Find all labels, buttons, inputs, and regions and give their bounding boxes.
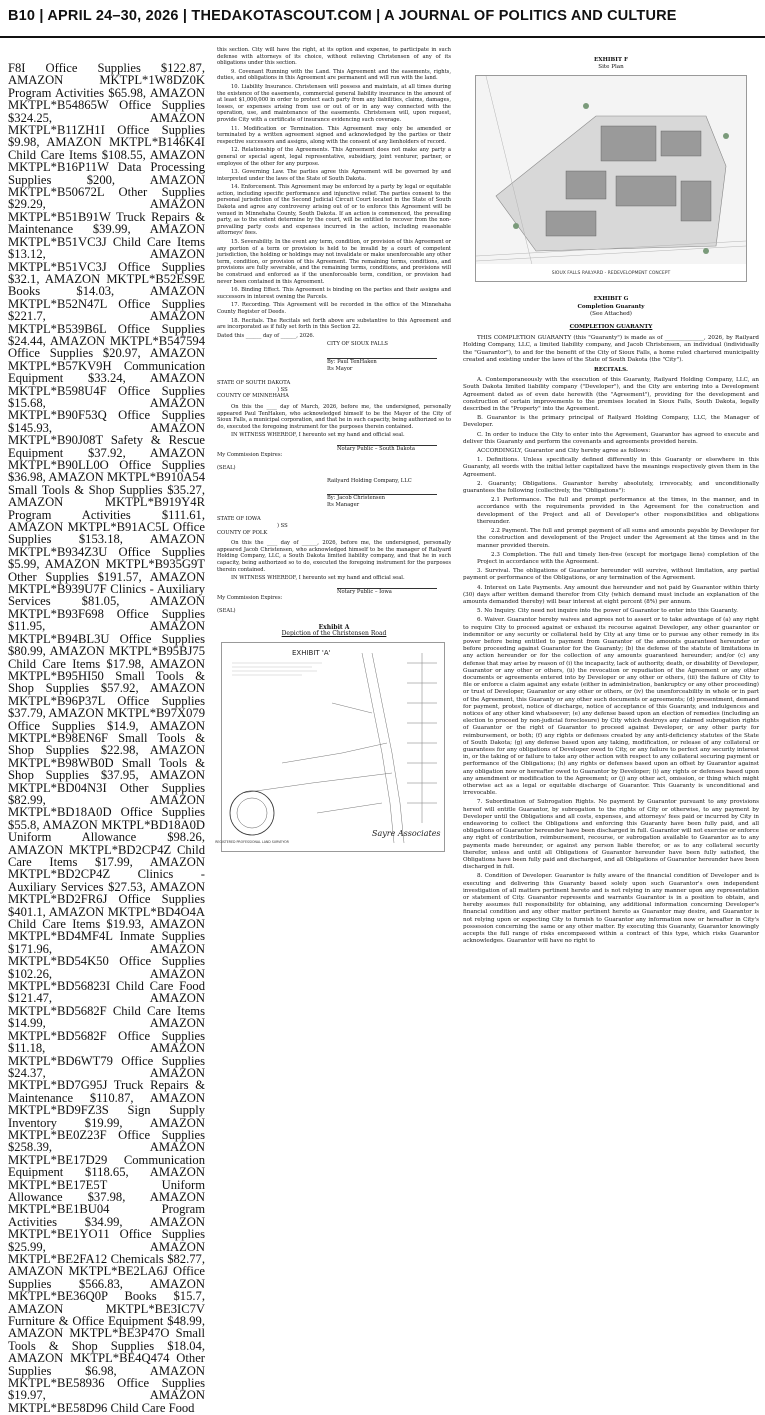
exhibit-a-road-map	[215, 642, 445, 852]
ss-mark-2: ) SS	[277, 523, 288, 530]
section-2-1-performance: 2.1 Performance. The full and prompt performance at the times, in the manner, and in accordance with the requirements provided in the Agreement for the construction and development of the Project and all of Developer's other responsibilities and obligations thereunder.	[477, 497, 759, 525]
section-18: 18. Recitals. The Recitals set forth above are substantive to this Agreement and are incorporated as if fully set forth in this Section 22.	[217, 317, 451, 331]
section-7-subordination: 7. Subordination of Subrogation Rights. No payment by Guarantor pursuant to any provisions hereof will entitle Guarantor, by subrogation to the rights of City or otherwise, to any payment by Developer until the Obligations and all costs, expenses, and attorneys' fees paid or incurred by City in endeavoring to collect the Obligations and enforcing this Guaranty have been fully paid, and all obligations of Guarantor hereunder have been discharged in full. Guarantor will not exercise or enforce any right of contribution, reimbursement, recourse, or subrogation available to Guarantor as to any payments made hereunder, or against any person liable therefor, or as to any collateral security therefor, unless and until all Obligations of Guarantor hereunder have been fully satisfied, the Obligations have been fully paid and discharged, and all Obligations of Guarantor hereunder have been discharged in full.	[463, 799, 759, 871]
notary-ia-block	[337, 588, 451, 596]
guaranty-title: COMPLETION GUARANTY	[569, 324, 653, 331]
guaranty-intro: THIS COMPLETION GUARANTY (this "Guaranty") is made as of ______________, 2026, by Railyard Holding Company, LLC, a limited liability company, and Jacob Christensen, an individual (individually the "Guarantor"), to and for the benefit of the City of Sioux Falls, a home ruled chartered municipality created and existing under the laws of the State of South Dakota (the "City").	[463, 335, 759, 363]
manager-title: Its Manager	[327, 501, 360, 508]
section-1-definitions: 1. Definitions. Unless specifically defined differently in this Guaranty or elsewhere in this Guaranty, all words with the initial letter capitalized have the meanings respectively given them in the Agreement.	[463, 457, 759, 478]
section-4-interest: 4. Interest on Late Payments. Any amount due hereunder and not paid by Guarantor within thirty (30) days after written demand therefor from City (which demand must include an explanation of the amounts demanded thereby) will bear interest at eight percent (8%) per annum.	[463, 584, 759, 605]
recital-b: B. Guarantor is the primary principal of Railyard Holding Company, LLC, the Manager of Developer.	[463, 415, 759, 429]
easement-agreement-column	[217, 47, 451, 1127]
section-8-condition: 8. Condition of Developer. Guarantor is fully aware of the financial condition of Developer and is executing and delivering this Guaranty based solely upon such Guarantor's own independent investigation of all matters pertinent hereto and is not relying in any manner upon any representation or statement of City. Guarantor represents and warrants Guarantor is in a position to obtain, and hereby assumes full responsibility for obtaining, any additional information concerning Developer's financial condition and any other matter pertinent hereto as Guarantor may desire, and Guarantor is not relying upon or expecting City to furnish to Guarantor any information now or hereafter in City's possession concerning the same or any other matter. By executing this Guaranty, Guarantor knowingly accepts the full range of risks encompassed within a contract of this type, which risks Guarantor acknowledges. Guarantor will have no right to	[463, 873, 759, 945]
section-6-waiver: 6. Waiver. Guarantor hereby waives and agrees not to assert or to take advantage of (a) any right to require City to proceed against or exhaust its recourse against Developer, any other guarantor or indemnitor or any security or collateral held by City at any time or to pursue any other remedy in its power before being entitled to payment from Guarantor of the amounts guaranteed hereunder or before proceeding against Guarantor for the Guaranty; (b) the defense of the statute of limitations in any action hereunder or for the collection of any amounts guaranteed hereunder; and/or (c) any defense that may arise by reason of (i) the incapacity, lack of authority, death, or disability of Developer, Guarantor or any other or others, (ii) the revocation or repudiation of the Agreement or any other documents or agreements entered into by Developer or any other or others, (iii) the failure of City to file or enforce a claim against any estate (either in administration, bankruptcy or any other proceeding) or trust of Developer, Guarantor or any other or others, or (iv) the unenforceability in whole or in part of the Agreement, this Guaranty or any other such documents or agreements; (d) presentment, demand for payment, protest, notice of discharge, notice of acceptance of this Guaranty, and indulgences and notices of any other kind whatsoever; (e) any defense based upon an election of remedies (including an election to proceed by non-judicial foreclosure) by City which destroys any claimed subrogation rights of Guarantor or the right of Guarantor to proceed against Developer, or any other party for reimbursement, or both; (f) any rights or defenses created by any anti-deficiency statutes of the State of South Dakota; (g) any defense based upon any taking, modification, or release of any collateral or guarantees for any obligations of Developer owed to City, or any failure to perfect any security interest in, or the taking of or failure to take any other action with respect to any collateral securing payment or performance of the Obligations; (h) any rights or defenses based upon an offset by Guarantor against any obligation now or hereafter owed to Guarantor by Developer; (i) any rights or defenses based upon any amendment or modification to the Agreement; or (j) any other act, omission, or thing which might otherwise act as a legal or equitable discharge of Guarantor. This Guaranty is unconditional and irrevocable.	[463, 617, 760, 797]
ia-venue	[217, 516, 451, 536]
recitals-heading: RECITALS.	[594, 367, 628, 374]
expense-listing-text: F8I Office Supplies $122.87, AMAZON MKTPL*1W8DZ0K Program Activities $65.98, AMAZON MKTPL*B54865W Office Supplies $324.25, AMAZON MKTPL*B11ZH1I Office Supplies $9.98, AMAZON MKTPL*B146K4I Child Care Items $108.55, AMAZON MKTPL*B16P11W Data Processing Supplies $200, AMAZON MKTPL*B50672L Other Supplies $29.29, AMAZON MKTPL*B51B91W Truck Repairs & Maintenance $39.99, AMAZON MKTPL*B51VC3J Child Care Items $13.12, AMAZON MKTPL*B51VC3J Office Supplies $32.1, AMAZON MKTPL*B52ES9E Books $14.03, AMAZON MKTPL*B52N47L Office Supplies $221.7, AMAZON MKTPL*B539B6L Office Supplies $24.44, AMAZON MKTPL*B547594 Office Supplies $20.97, AMAZON MKTPL*B57KV9H Communication Equipment $33.24, AMAZON MKTPL*B598U4F Office Supplies $15.68, AMAZON MKTPL*B90F53Q Office Supplies $145.93, AMAZON MKTPL*B90J08T Safety & Rescue Equipment $37.92, AMAZON MKTPL*B90LL0O Office Supplies $36.98, AMAZON MKTPL*B910A54 Small Tools & Shop Supplies $35.27, AMAZON MKTPL*B919Y4R Program Activities $111.61, AMAZON MKTPL*B91AC5L Office Supplies $153.18, AMAZON MKTPL*B934Z3U Office Supplies $5.99, AMAZON MKTPL*B935G9T Other Supplies $191.57, AMAZON MKTPL*B939U7F Clinics - Auxiliary Services $81.05, AMAZON MKTPL*B93F698 Office Supplies $11.95, AMAZON MKTPL*B94BL3U Office Supplies $80.99, AMAZON MKTPL*B95BJ75 Child Care Items $17.98, AMAZON MKTPL*B95HI50 Small Tools & Shop Supplies $57.92, AMAZON MKTPL*B96P37L Office Supplies $37.79, AMAZON MKTPL*B97X079 Office Supplies $14.9, AMAZON MKTPL*B98EN6F Small Tools & Shop Supplies $22.98, AMAZON MKTPL*B98WB0D Small Tools & Shop Supplies $37.95, AMAZON MKTPL*BD04N3I Other Supplies $82.99, AMAZON MKTPL*BD18A0D Office Supplies $55.8, AMAZON MKTPL*BD18A0D Uniform Allowance $98.26, AMAZON MKTPL*BD2CP4Z Child Care Items $17.99, AMAZON MKTPL*BD2CP4Z Clinics - Auxiliary Services $27.53, AMAZON MKTPL*BD2FR6J Office Supplies $401.1, AMAZON MKTPL*BD4O4A Child Care Items $19.93, AMAZON MKTPL*BD4MF4L Inmate Supplies $171.96, AMAZON MKTPL*BD54K50 Office Supplies $102.26, AMAZON MKTPL*BD56823I Child Care Food $121.47, AMAZON MKTPL*BD5682F Child Care Items $14.99, AMAZON MKTPL*BD5682F Office Supplies $11.18, AMAZON MKTPL*BD6WT79 Office Supplies $24.37, AMAZON MKTPL*BD7G95J Truck Repairs & Maintenance $110.87, AMAZON MKTPL*BD9FZ3S Sign Supply Inventory $19.99, AMAZON MKTPL*BE0Z23F Office Supplies $258.39, AMAZON MKTPL*BE17D29 Communication Equipment $118.65, AMAZON MKTPL*BE17E5T Uniform Allowance $37.98, AMAZON MKTPL*BE1BU04 Program Activities $34.99, AMAZON MKTPL*BE1YO11 Office Supplies $25.99, AMAZON MKTPL*BE2FA12 Chemicals $82.77, AMAZON MKTPL*BE2LA6J Office Supplies $566.83, AMAZON MKTPL*BE36Q0P Books $15.7, AMAZON MKTPL*BE3IC7V Furniture & Office Equipment $48.99, AMAZON MKTPL*BE3P47O Small Tools & Shop Supplies $18.04, AMAZON MKTPL*BE4Q474 Other Supplies $6.98, AMAZON MKTPL*BE58936 Office Supplies $19.97, AMAZON MKTPL*BE58D96 Child Care Food	[8, 61, 205, 1415]
exhibit-g-heading: EXHIBIT G	[593, 296, 629, 303]
accordingly: ACCORDINGLY, Guarantor and City hereby agree as follows:	[477, 448, 651, 455]
section-13: 13. Governing Law. The parties agree this Agreement will be governed by and interpreted under the laws of the State of South Dakota.	[217, 169, 451, 182]
stamp-text: REGISTERED PROFESSIONAL LAND SURVEYOR	[215, 839, 289, 844]
commission-2: My Commission Expires:	[217, 595, 283, 602]
map-title: EXHIBIT 'A'	[292, 648, 331, 657]
site-plan-figure	[475, 75, 747, 282]
jacob-signer: By: Jacob Christensen	[327, 495, 385, 502]
seal-2: (SEAL)	[217, 607, 236, 614]
page-header	[0, 0, 765, 38]
section-9: 9. Covenant Running with the Land. This Agreement and the easements, rights, duties, and obligations in this Agreement are permanent and will run with the land.	[217, 68, 451, 82]
ack-city: On this the ____ day of March, 2026, before me, the undersigned, personally appeared Paul TenHaken, who acknowledged himself to be the Mayor of the City of Sioux Falls, a municipal corporation, and that he in such capacity, being authorized so to do, executed the foregoing instrument for the purposes therein contained.	[217, 403, 451, 430]
sayre-logo: Sayre Associates	[372, 828, 441, 838]
notary-sd-block	[337, 445, 451, 453]
county-minnehaha: COUNTY OF MINNEHAHA	[217, 393, 289, 400]
section-10: 10. Liability Insurance. Christensen will possess and maintain, at all times during the existence of the easements, commercial general liability insurance in the amount of at least $1,000,000 in order to protect each party from any liabilities, claims, damages, losses, or expenses arising from use or out of or in any way connected with the operation, use, and maintenance of the easements. Christensen will, upon request, provide City with a certificate of insurance evidencing such coverage.	[217, 83, 451, 123]
notary-sd: Notary Public – South Dakota	[337, 445, 415, 452]
site-plan-caption: SIOUX FALLS RAILYARD - REDEVELOPMENT CONCEPT	[551, 271, 671, 277]
section-2-guaranty: 2. Guaranty; Obligations. Guarantor hereby absolutely, irrevocably, and unconditionally guarantees the following (collectively, the "Obligations"):	[463, 480, 759, 495]
site-plan-drawing	[476, 76, 746, 281]
recital-a: A. Contemporaneously with the execution of this Guaranty, Railyard Holding Company, LLC, an South Dakota limited liability company ("Developer"), and the City are entering into a Development Agreement dated as of even date herewith (the "Agreement"), providing for the development and construction of certain improvements to the premises located in Sioux Falls, South Dakota, legally described in the "Property" into the Agreement.	[463, 377, 759, 413]
masthead: B10 | APRIL 24–30, 2026 | THEDAKOTASCOUT.COM | A JOURNAL OF POLITICS AND CULTURE	[8, 8, 677, 24]
section-16: 16. Binding Effect. This Agreement is binding on the parties and their assigns and successors in interest owning the Parcels.	[217, 287, 451, 300]
section-17: 17. Recording. This Agreement will be recorded in the office of the Minnehaha County Register of Deeds.	[217, 302, 451, 315]
witness-1: IN WITNESS WHEREOF, I hereunto set my hand and official seal.	[231, 432, 405, 439]
section-14: 14. Enforcement. This Agreement may be enforced by a party by legal or equitable action, including specific performance and injunctive relief. The parties consent to the personal jurisdiction of the Second Judicial Circuit Court located in the State of South Dakota and agree any controversy arising out of or to enforce this Agreement will be venued in Minnehaha County, South Dakota. If an action is commenced, the prevailing party, as to the extent determine by the court, will be entitled to recover from the non-prevailing party costs and expenses incurred in the action, including reasonable attorneys' fees.	[217, 184, 451, 237]
city-signature-block	[327, 341, 451, 372]
ack-railyard: On this the ____ day of ______, 2026, before me, the undersigned, personally appeared Jacob Christensen, who acknowledged himself to be the manager of Railyard Holding Company, LLC, a South Dakota limited liability company, and that he in such capacity, being authorized so to do, executed the foregoing instrument for the purposes therein contained.	[217, 540, 451, 573]
mayor-title: Its Mayor	[327, 365, 353, 372]
commission-1: My Commission Expires:	[217, 452, 283, 459]
seal-1: (SEAL)	[217, 465, 236, 472]
city-name: CITY OF SIOUX FALLS	[327, 341, 388, 348]
site-plan-label: Site Plan	[598, 64, 624, 71]
notary-ia: Notary Public – Iowa	[337, 588, 392, 595]
ss-mark: ) SS	[277, 386, 288, 393]
section-15: 15. Severability. In the event any term, condition, or provision of this Agreement or any portion of a term or provision is held to be invalid by a court of competent jurisdiction, the holding or holdings may not invalidate or make unenforceable any other term, condition, or provision of this Agreement. The remaining terms, conditions, and provisions are fully severable, and the remaining terms, conditions, and provisions will be construed and enforced as if the unenforceable term, condition, or provision had never been contained in this Agreement.	[217, 239, 451, 285]
railyard-name: Railyard Holding Company, LLC	[327, 477, 412, 484]
completion-guaranty-label: Completion Guaranty	[577, 303, 645, 310]
section-2-3-completion: 2.3 Completion. The full and timely lien-free (except for mortgage liens) completion of the Project in accordance with the Agreement.	[477, 551, 759, 565]
recital-c: C. In order to induce the City to enter into the Agreement, Guarantor has agreed to execute and deliver this Guaranty and perform the covenants and agreements provided herein.	[463, 431, 759, 445]
section-8-end: this section. City will have the right, at its option and expense, to participate in such defense with attorneys of its choice, without relieving Christensen of any of its obligations under this section.	[217, 47, 451, 67]
county-polk: COUNTY OF POLK	[217, 529, 268, 536]
section-12: 12. Relationship of the Agreements. This Agreement does not make any party a general or special agent, legal representative, subsidiary, joint venturer, partner, or employee of the other for any purpose.	[217, 147, 451, 167]
exhibit-f-heading: EXHIBIT F	[594, 57, 628, 63]
section-2-2-payment: 2.2 Payment. The full and prompt payment of all sums and amounts payable by Developer for the construction and development of the Project under the Agreement at the times and in the manner provided therein.	[477, 528, 759, 549]
section-11: 11. Modification or Termination. This Agreement may only be amended or terminated by a written agreement signed and acknowledged by the parties or their respective successors and assigns, along with the consent of any lienholders of record.	[217, 125, 451, 145]
exhibit-a-subheading: Depiction of the Christensen Road	[281, 630, 387, 638]
mayor-signer: By: Paul TenHaken	[327, 358, 377, 365]
section-5-no-inquiry: 5. No Inquiry. City need not inquire into the power of Guarantor to enter into this Guaranty.	[477, 608, 738, 615]
expense-listing-column	[8, 61, 205, 1415]
dated-line: Dated this ______ day of ______, 2026.	[217, 332, 315, 339]
witness-2: IN WITNESS WHEREOF, I hereunto set my hand and official seal.	[231, 575, 405, 582]
see-attached-label: (See Attached)	[590, 310, 632, 317]
state-ia: STATE OF IOWA	[217, 516, 261, 523]
sd-venue	[217, 380, 451, 400]
completion-guaranty-column	[463, 47, 759, 1127]
railyard-signature-block	[327, 478, 451, 509]
state-sd: STATE OF SOUTH DAKOTA	[217, 380, 291, 387]
exhibit-a-heading: Exhibit A	[318, 623, 350, 631]
section-3-survival: 3. Survival. The obligations of Guarantor hereunder will survive, without limitation, any partial payment or performance of the Obligations, or any termination of the Agreement.	[463, 568, 759, 582]
road-map-drawing	[215, 643, 444, 851]
